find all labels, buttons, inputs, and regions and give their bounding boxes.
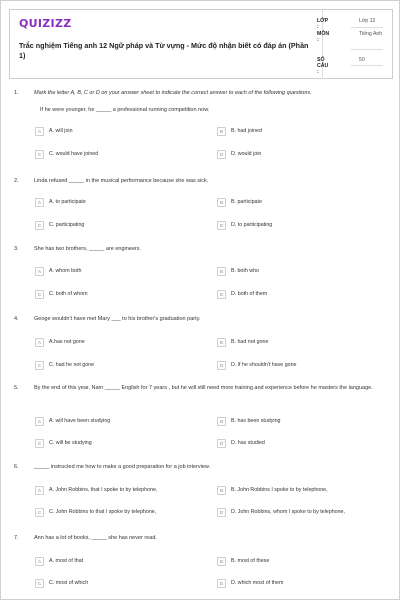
option-text: D. would join — [231, 151, 262, 157]
option-letter-box: C — [35, 361, 44, 370]
option-text: A. John Robbins, that I spoke to by telephone, — [49, 487, 158, 493]
option-letter-box: D — [217, 579, 226, 588]
option-letter-box: D — [217, 221, 226, 230]
option-d[interactable] — [217, 289, 267, 299]
option-c[interactable] — [35, 289, 88, 299]
option-letter-box: D — [217, 439, 226, 448]
option-c[interactable] — [35, 220, 84, 230]
grade-value: Lớp 12 — [359, 18, 376, 24]
question-number: 6. — [14, 464, 19, 470]
option-a[interactable] — [35, 197, 86, 207]
worksheet-header — [9, 9, 393, 79]
count-underline — [351, 65, 383, 66]
option-letter-box: C — [35, 508, 44, 517]
option-letter-box: C — [35, 579, 44, 588]
option-letter-box: B — [217, 557, 226, 566]
option-letter-box: A — [35, 338, 44, 347]
option-a[interactable] — [35, 485, 157, 495]
question-text: Ann has a lot of books, _____ she has never read. — [34, 535, 157, 541]
option-text: B. participate — [231, 199, 262, 205]
option-b[interactable] — [217, 416, 280, 426]
subject-value: Tiếng Anh — [359, 31, 383, 37]
option-letter-box: B — [217, 267, 226, 276]
option-text: C. most of which — [49, 580, 89, 586]
option-c[interactable] — [35, 360, 94, 370]
count-value: 50 — [359, 57, 365, 63]
option-text: D. has studied — [231, 440, 265, 446]
question-number: 5. — [14, 385, 19, 391]
option-text: B. both who — [231, 268, 259, 274]
option-b[interactable] — [217, 197, 262, 207]
option-text: A. will have been studying — [49, 418, 111, 424]
option-letter-box: D — [217, 508, 226, 517]
option-letter-box: B — [217, 338, 226, 347]
option-text: B. John Robbins I spoke to by telephone, — [231, 487, 328, 493]
option-letter-box: C — [35, 290, 44, 299]
option-text: C. would have joined — [49, 151, 99, 157]
option-text: D. John Robbins, whom I spoke to by telephone, — [231, 509, 345, 515]
option-d[interactable] — [217, 578, 283, 588]
option-d[interactable] — [217, 360, 297, 370]
question-text: She has two brothers, _____ are engineers. — [34, 246, 142, 252]
option-a[interactable] — [35, 266, 81, 276]
option-a[interactable] — [35, 416, 110, 426]
subject-underline — [351, 49, 383, 50]
option-text: D. to participating — [231, 222, 273, 228]
option-letter-box: C — [35, 150, 44, 159]
option-letter-box: B — [217, 486, 226, 495]
option-b[interactable] — [217, 556, 269, 566]
question-number: 4. — [14, 316, 19, 322]
question-number: 3. — [14, 246, 19, 252]
question-instruction: Mark the letter A, B, C or D on your answer sheet to indicate the correct answer to each of the following questions. — [34, 90, 312, 96]
option-d[interactable] — [217, 438, 265, 448]
option-d[interactable] — [217, 220, 272, 230]
option-letter-box: D — [217, 150, 226, 159]
option-text: B. had joined — [231, 128, 262, 134]
option-b[interactable] — [217, 266, 259, 276]
option-c[interactable] — [35, 438, 92, 448]
option-text: A.has not gone — [49, 339, 85, 345]
option-letter-box: A — [35, 127, 44, 136]
option-text: D. which most of them — [231, 580, 284, 586]
option-text: D. if he shouldn't have gone — [231, 362, 297, 368]
option-letter-box: A — [35, 198, 44, 207]
option-letter-box: A — [35, 557, 44, 566]
option-c[interactable] — [35, 149, 98, 159]
option-letter-box: D — [217, 290, 226, 299]
option-text: A. most of that — [49, 558, 84, 564]
option-text: A. to participate — [49, 199, 86, 205]
question-text: By the end of this year, Nam _____ English for 7 years , but he will still need more training and experience before he masters the language. — [34, 385, 373, 391]
option-a[interactable] — [35, 337, 85, 347]
grade-underline — [351, 27, 383, 28]
option-b[interactable] — [217, 126, 262, 136]
option-letter-box: B — [217, 127, 226, 136]
question-text: _____ instructed me how to make a good preparation for a job interview. — [34, 464, 211, 470]
option-text: B. most of these — [231, 558, 270, 564]
option-letter-box: D — [217, 361, 226, 370]
question-number: 1. — [14, 90, 19, 96]
option-b[interactable] — [217, 337, 268, 347]
option-text: C. John Robbins to that I spoke by telephone, — [49, 509, 157, 515]
option-letter-box: A — [35, 267, 44, 276]
option-text: C. both of whom — [49, 291, 88, 297]
option-a[interactable] — [35, 556, 83, 566]
option-text: A. will join — [49, 128, 73, 134]
option-c[interactable] — [35, 507, 156, 517]
option-letter-box: C — [35, 221, 44, 230]
question-text: Linda refused _____ in the musical performance because she was sick. — [34, 178, 209, 184]
question-number: 7. — [14, 535, 19, 541]
option-letter-box: B — [217, 198, 226, 207]
option-letter-box: C — [35, 439, 44, 448]
option-text: A. whom both — [49, 268, 82, 274]
option-letter-box: B — [217, 417, 226, 426]
question-text: If he were younger, he _____ a professional running competition now. — [40, 107, 210, 113]
count-label: SỐ CÂU : — [317, 57, 329, 75]
option-text: C. will be studying — [49, 440, 92, 446]
subject-label: MÔN : — [317, 31, 330, 43]
option-c[interactable] — [35, 578, 88, 588]
option-text: C. had he not gone — [49, 362, 95, 368]
option-d[interactable] — [217, 149, 261, 159]
quizizz-logo: QUIZIZZ — [19, 17, 72, 30]
option-b[interactable] — [217, 485, 328, 495]
option-text: B. has been studying — [231, 418, 281, 424]
grade-label: LỚP : — [317, 18, 328, 30]
option-text: D. both of them — [231, 291, 268, 297]
option-text: C. participating — [49, 222, 85, 228]
option-letter-box: A — [35, 486, 44, 495]
question-text: Geoge wouldn't have met Mary ___ to his brother's graduation party. — [34, 316, 201, 322]
option-a[interactable] — [35, 126, 73, 136]
option-d[interactable] — [217, 507, 345, 517]
question-number: 2. — [14, 178, 19, 184]
page-title: Trắc nghiệm Tiếng anh 12 Ngữ pháp và Từ vựng - Mức độ nhận biết có đáp án (Phần 1) — [19, 41, 309, 60]
option-letter-box: A — [35, 417, 44, 426]
option-text: B. had not gone — [231, 339, 269, 345]
